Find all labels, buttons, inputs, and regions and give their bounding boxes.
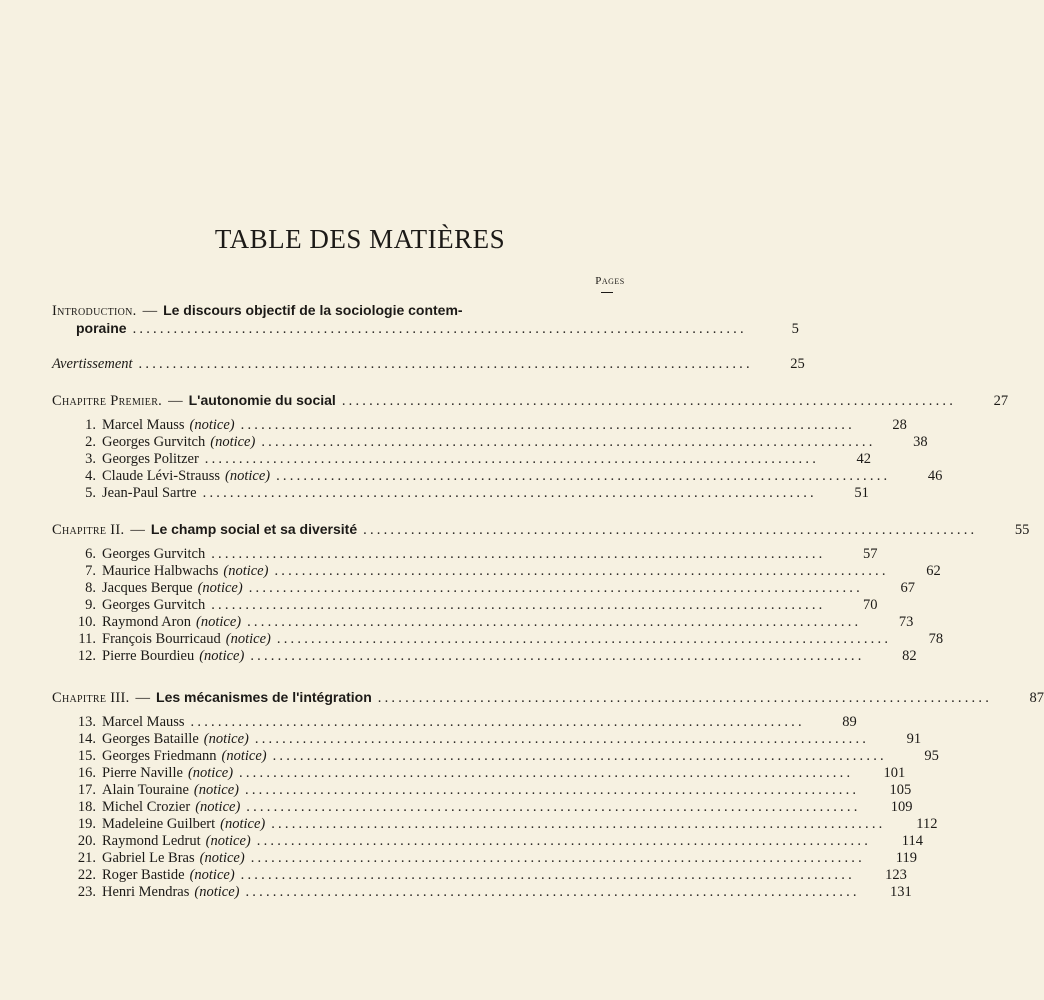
toc-entry[interactable] xyxy=(52,596,878,614)
entry-number: 22. xyxy=(77,867,96,883)
entry-page: 105 xyxy=(889,782,912,798)
entry-number: 10. xyxy=(77,614,96,630)
entry-number: 5. xyxy=(85,485,96,501)
introduction-line-1[interactable] xyxy=(52,301,624,319)
toc-entry[interactable] xyxy=(52,849,917,867)
entry-notice: (notice) xyxy=(225,468,271,484)
introduction-prefix: Introduction. xyxy=(52,303,137,319)
toc-entry[interactable] xyxy=(52,832,924,850)
dot-leader: .......................................................................................... xyxy=(250,648,865,664)
dot-leader: .......................................................................................... xyxy=(239,765,854,781)
toc-entry[interactable] xyxy=(52,433,928,451)
toc-entry[interactable] xyxy=(52,416,907,434)
introduction-dash: — xyxy=(142,303,158,319)
entry-notice: (notice) xyxy=(221,748,267,764)
chapter-prefix: Chapitre III. xyxy=(52,690,130,706)
dot-leader: .......................................................................................... xyxy=(247,614,862,630)
entry-number: 7. xyxy=(85,563,96,579)
dot-leader: .......................................................................................... xyxy=(245,884,860,900)
pages-column-label: Pages xyxy=(595,275,625,287)
entry-number: 3. xyxy=(85,451,96,467)
entry-page: 109 xyxy=(890,799,913,815)
entry-page: 112 xyxy=(916,816,938,832)
entry-author: Marcel Mauss xyxy=(102,417,185,433)
chapter-page: 55 xyxy=(1014,522,1030,538)
entry-page: 95 xyxy=(924,748,939,764)
chapter-title: Le champ social et sa diversité xyxy=(150,521,358,537)
entry-notice: (notice) xyxy=(194,884,240,900)
entry-number: 6. xyxy=(85,546,96,562)
chapter-prefix: Chapitre Premier. xyxy=(52,393,163,409)
entry-author: Gabriel Le Bras xyxy=(102,850,195,866)
dot-leader: .......................................................................................... xyxy=(211,546,826,562)
entry-author: Raymond Ledrut xyxy=(102,833,201,849)
dot-leader: .......................................................................................... xyxy=(272,748,887,764)
entry-notice: (notice) xyxy=(195,799,241,815)
entry-notice: (notice) xyxy=(193,782,239,798)
entry-page: 89 xyxy=(842,714,857,730)
entry-number: 2. xyxy=(85,434,96,450)
entry-author: Georges Gurvitch xyxy=(102,546,206,562)
toc-entry[interactable] xyxy=(52,730,922,748)
entry-author: Raymond Aron xyxy=(102,614,192,630)
entry-page: 62 xyxy=(926,563,941,579)
entry-notice: (notice) xyxy=(199,850,245,866)
page-title: TABLE DES MATIÈRES xyxy=(214,224,506,254)
toc-entry[interactable] xyxy=(52,781,912,799)
introduction-title-line2: poraine xyxy=(76,320,127,336)
toc-entry[interactable] xyxy=(52,647,917,665)
chapter-dash: — xyxy=(130,522,145,538)
toc-entry[interactable] xyxy=(52,798,913,816)
entry-author: Jacques Berque xyxy=(102,580,193,596)
dot-leader: .......................................................................................... xyxy=(274,563,889,579)
entry-author: Pierre Naville xyxy=(102,765,183,781)
entry-page: 78 xyxy=(928,631,944,647)
entry-page: 101 xyxy=(883,765,906,781)
entry-page: 131 xyxy=(889,884,912,900)
entry-notice: (notice) xyxy=(189,867,235,883)
entry-number: 9. xyxy=(85,597,96,613)
avertissement-page: 25 xyxy=(790,356,805,372)
dot-leader: .......................................................................................... xyxy=(363,522,978,538)
entry-author: François Bourricaud xyxy=(102,631,221,647)
entry-page: 38 xyxy=(913,434,928,450)
chapter-title: Les mécanismes de l'intégration xyxy=(156,689,372,705)
entry-number: 20. xyxy=(77,833,96,849)
entry-notice: (notice) xyxy=(210,434,256,450)
entry-author: Pierre Bourdieu xyxy=(102,648,195,664)
entry-page: 123 xyxy=(885,867,907,883)
dot-leader: .......................................................................................... xyxy=(276,468,891,484)
entry-page: 28 xyxy=(892,417,907,433)
entry-page: 42 xyxy=(856,451,872,467)
entry-notice: (notice) xyxy=(199,648,245,664)
entry-author: Henri Mendras xyxy=(102,884,190,900)
entry-page: 46 xyxy=(927,468,943,484)
entry-author: Maurice Halbwachs xyxy=(102,563,219,579)
dot-leader: .......................................................................................... xyxy=(271,816,886,832)
avertissement-label: Avertissement xyxy=(52,356,133,372)
entry-author: Claude Lévi-Strauss xyxy=(102,468,220,484)
entry-author: Alain Touraine xyxy=(102,782,189,798)
entry-page: 82 xyxy=(902,648,917,664)
dot-leader: .......................................................................................... xyxy=(256,833,872,849)
chapter-dash: — xyxy=(168,393,183,409)
dot-leader: .......................................................................................... xyxy=(245,782,860,798)
chapter-prefix: Chapitre II. xyxy=(52,522,125,538)
introduction-page: 5 xyxy=(791,321,799,337)
entry-page: 67 xyxy=(900,580,915,596)
entry-number: 16. xyxy=(77,765,96,781)
chapter-dash: — xyxy=(135,690,151,706)
dot-leader: .......................................................................................... xyxy=(202,485,817,501)
entry-number: 11. xyxy=(78,631,96,647)
dot-leader: .......................................................................................... xyxy=(248,580,863,596)
chapter-heading[interactable] xyxy=(52,520,1030,538)
entry-author: Jean-Paul Sartre xyxy=(102,485,197,501)
toc-entry[interactable] xyxy=(52,579,915,597)
entry-notice: (notice) xyxy=(203,731,249,747)
entry-author: Roger Bastide xyxy=(102,867,185,883)
entry-notice: (notice) xyxy=(223,563,269,579)
entry-author: Georges Friedmann xyxy=(102,748,217,764)
entry-number: 14. xyxy=(77,731,96,747)
entry-number: 4. xyxy=(85,468,96,484)
entry-page: 57 xyxy=(862,546,878,562)
dot-leader: .......................................................................................... xyxy=(240,417,855,433)
entry-notice: (notice) xyxy=(197,580,243,596)
entry-number: 8. xyxy=(85,580,96,596)
entry-page: 73 xyxy=(898,614,914,630)
entry-number: 13. xyxy=(77,714,96,730)
entry-notice: (notice) xyxy=(189,417,235,433)
toc-entry[interactable] xyxy=(52,866,907,884)
entry-number: 18. xyxy=(77,799,96,815)
chapter-page: 27 xyxy=(993,393,1009,409)
introduction-title-line1: Le discours objectif de la sociologie contem- xyxy=(163,302,463,318)
entry-author: Madeleine Guilbert xyxy=(102,816,216,832)
entry-author: Georges Gurvitch xyxy=(102,434,206,450)
entry-author: Marcel Mauss xyxy=(102,714,185,730)
entry-author: Michel Crozier xyxy=(102,799,191,815)
toc-entry[interactable] xyxy=(52,764,906,782)
entry-number: 1. xyxy=(85,417,96,433)
dot-leader: .......................................................................................... xyxy=(204,451,820,467)
entry-number: 23. xyxy=(77,884,96,900)
toc-entry[interactable] xyxy=(52,713,857,731)
entry-notice: (notice) xyxy=(205,833,251,849)
pages-label-rule xyxy=(601,292,613,293)
toc-entry[interactable] xyxy=(52,883,912,901)
entry-number: 12. xyxy=(77,648,96,664)
toc-entry[interactable] xyxy=(52,613,914,631)
entry-notice: (notice) xyxy=(225,631,271,647)
dot-leader: .......................................................................................... xyxy=(276,631,892,647)
introduction-line-2[interactable] xyxy=(52,319,799,337)
entry-notice: (notice) xyxy=(187,765,234,781)
entry-page: 51 xyxy=(854,485,869,501)
entry-number: 17. xyxy=(77,782,96,798)
dot-leader: .......................................................................................... xyxy=(190,714,805,730)
toc-entry[interactable] xyxy=(52,450,872,468)
entry-notice: (notice) xyxy=(220,816,266,832)
entry-notice: (notice) xyxy=(196,614,242,630)
dot-leader: .......................................................................................... xyxy=(240,867,855,883)
chapter-page: 87 xyxy=(1029,690,1044,706)
chapter-title: L'autonomie du social xyxy=(188,392,336,408)
entry-page: 91 xyxy=(906,731,922,747)
entry-author: Georges Politzer xyxy=(102,451,199,467)
entry-number: 15. xyxy=(77,748,96,764)
entry-number: 21. xyxy=(77,850,96,866)
dot-leader: .......................................................................................... xyxy=(341,393,957,409)
entry-number: 19. xyxy=(77,816,96,832)
dot-leader: .......................................................................................... xyxy=(377,690,993,706)
dot-leader: .......................................................................................... xyxy=(211,597,826,613)
dot-leader: .......................................................................................... xyxy=(132,321,747,337)
avertissement-entry[interactable] xyxy=(52,355,805,373)
toc-entry[interactable] xyxy=(52,467,943,485)
dot-leader: .......................................................................................... xyxy=(254,731,870,747)
entry-page: 70 xyxy=(862,597,878,613)
entry-page: 119 xyxy=(895,850,917,866)
toc-entry[interactable] xyxy=(52,562,941,580)
entry-author: Georges Bataille xyxy=(102,731,199,747)
entry-page: 114 xyxy=(901,833,924,849)
dot-leader: .......................................................................................... xyxy=(261,434,876,450)
chapter-heading[interactable] xyxy=(52,688,1044,706)
toc-entry[interactable] xyxy=(52,484,869,502)
toc-entry[interactable] xyxy=(52,815,938,833)
dot-leader: .......................................................................................... xyxy=(138,356,753,372)
chapter-heading[interactable] xyxy=(52,391,1009,409)
dot-leader: .......................................................................................... xyxy=(246,799,861,815)
dot-leader: .......................................................................................... xyxy=(250,850,865,866)
toc-entry[interactable] xyxy=(52,747,939,765)
entry-author: Georges Gurvitch xyxy=(102,597,206,613)
toc-entry[interactable] xyxy=(52,630,944,648)
toc-entry[interactable] xyxy=(52,545,878,563)
